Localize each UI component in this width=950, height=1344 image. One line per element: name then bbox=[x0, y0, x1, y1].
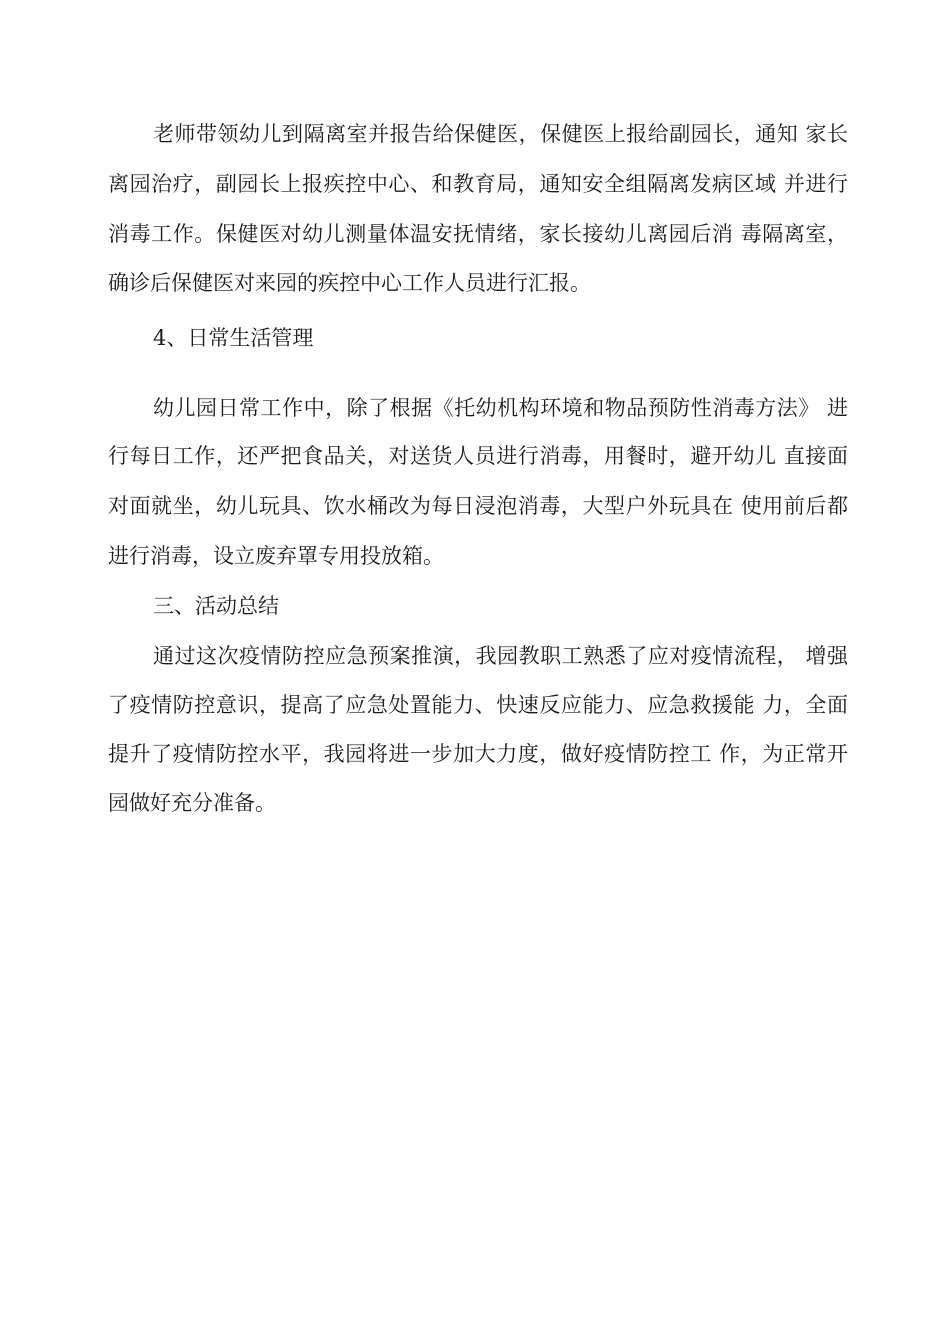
section-heading-summary: 三、活动总结 bbox=[153, 594, 279, 618]
paragraph-2-line-3: 对面就坐，幼儿玩具、饮水桶改为每日浸泡消毒，大型户外玩具在 使用前后都 bbox=[108, 494, 848, 518]
section-heading-daily-life: 4、日常生活管理 bbox=[153, 326, 314, 350]
paragraph-1-line-1: 老师带领幼儿到隔离室并报告给保健医，保健医上报给副园长，通知 家长 bbox=[153, 122, 848, 146]
paragraph-3-line-2: 了疫情防控意识，提高了应急处置能力、快速反应能力、应急救援能 力，全面 bbox=[108, 693, 848, 717]
paragraph-1-line-3: 消毒工作。保健医对幼儿测量体温安抚情绪，家长接幼儿离园后消 毒隔离室， bbox=[108, 222, 848, 246]
paragraph-2-line-1: 幼儿园日常工作中，除了根据《托幼机构环境和物品预防性消毒方法》 进 bbox=[153, 396, 848, 420]
paragraph-3-line-4: 园做好充分准备。 bbox=[108, 791, 276, 815]
paragraph-3-line-1: 通过这次疫情防控应急预案推演，我园教职工熟悉了应对疫情流程， 增强 bbox=[153, 644, 848, 668]
paragraph-2-line-4: 进行消毒，设立废弃罩专用投放箱。 bbox=[108, 544, 444, 568]
paragraph-3-line-3: 提升了疫情防控水平，我园将进一步加大力度，做好疫情防控工 作，为正常开 bbox=[108, 742, 848, 766]
paragraph-1-line-2: 离园治疗，副园长上报疾控中心、和教育局，通知安全组隔离发病区域 并进行 bbox=[108, 172, 848, 196]
paragraph-1-line-4: 确诊后保健医对来园的疾控中心工作人员进行汇报。 bbox=[108, 271, 591, 295]
paragraph-2-line-2: 行每日工作，还严把食品关，对送货人员进行消毒，用餐时，避开幼儿 直接面 bbox=[108, 444, 848, 468]
